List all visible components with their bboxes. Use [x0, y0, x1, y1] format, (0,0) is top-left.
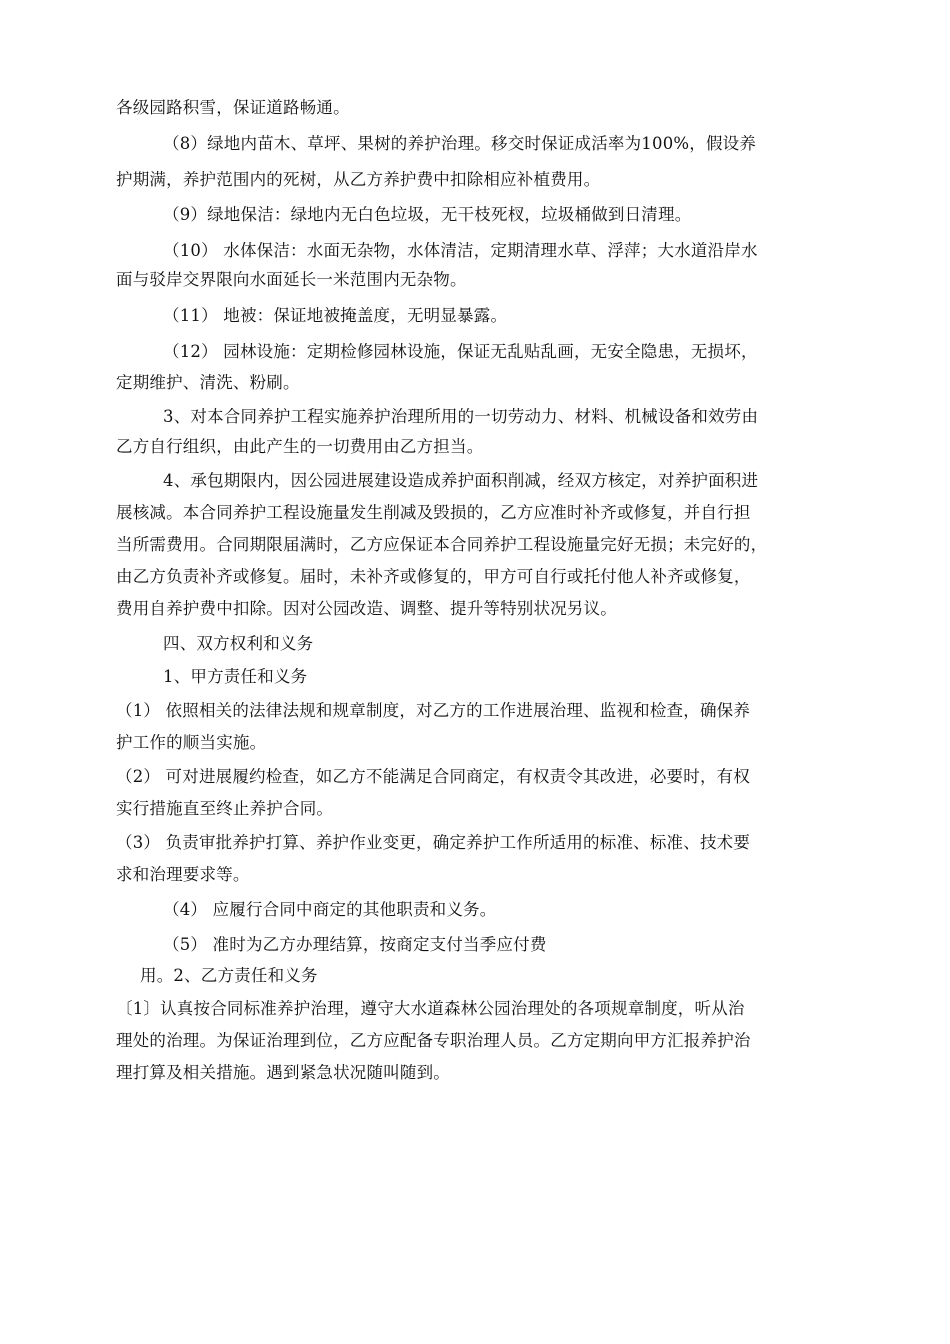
- subsection-heading: 1、甲方责任和义务: [163, 667, 308, 686]
- text-line: 理处的治理。为保证治理到位，乙方应配备专职治理人员。乙方定期向甲方汇报养护治: [116, 1031, 751, 1050]
- text-line: 护期满，养护范围内的死树，从乙方养护费中扣除相应补植费用。: [116, 170, 601, 189]
- text-line: （5） 准时为乙方办理结算，按商定支付当季应付费: [163, 935, 547, 954]
- text-line: 由乙方负责补齐或修复。届时，未补齐或修复的，甲方可自行或托付他人补齐或修复，: [116, 567, 751, 586]
- text-line: （1） 依照相关的法律法规和规章制度，对乙方的工作进展治理、监视和检查，确保养: [116, 701, 751, 720]
- text-line: （8）绿地内苗木、草坪、果树的养护治理。移交时保证成活率为100%，假设养: [163, 134, 757, 153]
- text-line: 实行措施直至终止养护合同。: [116, 799, 334, 818]
- text-line: 3、对本合同养护工程实施养护治理所用的一切劳动力、材料、机械设备和效劳由: [163, 407, 759, 426]
- text-line: （2） 可对进展履约检查，如乙方不能满足合同商定，有权责令其改进，必要时，有权: [116, 767, 751, 786]
- text-line: （9）绿地保洁：绿地内无白色垃圾，无干枝死杈，垃圾桶做到日清理。: [163, 205, 692, 224]
- text-line: （12） 园林设施：定期检修园林设施，保证无乱贴乱画，无安全隐患，无损坏，: [163, 342, 758, 361]
- text-line: （10） 水体保洁：水面无杂物，水体清洁，定期清理水草、浮萍；大水道沿岸水: [163, 241, 758, 260]
- section-heading: 四、双方权利和义务: [163, 634, 314, 653]
- text-line: 当所需费用。合同期限届满时，乙方应保证本合同养护工程设施量完好无损；未完好的，: [116, 535, 768, 554]
- text-line: 〔1〕认真按合同标准养护治理，遵守大水道森林公园治理处的各项规章制度，听从治: [116, 999, 745, 1018]
- text-line: 求和治理要求等。: [116, 865, 250, 884]
- text-line: 各级园路积雪，保证道路畅通。: [116, 98, 350, 117]
- text-line: 护工作的顺当实施。: [116, 733, 267, 752]
- text-line: 乙方自行组织，由此产生的一切费用由乙方担当。: [116, 437, 484, 456]
- text-line: 定期维护、清洗、粉刷。: [116, 373, 300, 392]
- text-line: 理打算及相关措施。遇到紧急状况随叫随到。: [116, 1063, 450, 1082]
- text-line: 面与驳岸交界限向水面延长一米范围内无杂物。: [116, 270, 467, 289]
- text-line: （4） 应履行合同中商定的其他职责和义务。: [163, 900, 497, 919]
- text-line: （3） 负责审批养护打算、养护作业变更，确定养护工作所适用的标准、标准、技术要: [116, 833, 751, 852]
- text-line: 费用自养护费中扣除。因对公园改造、调整、提升等特别状况另议。: [116, 599, 617, 618]
- text-line: （11） 地被：保证地被掩盖度，无明显暴露。: [163, 306, 508, 325]
- text-line: 展核减。本合同养护工程设施量发生削减及毁损的，乙方应准时补齐或修复，并自行担: [116, 503, 751, 522]
- text-line: 4、承包期限内，因公园进展建设造成养护面积削减，经双方核定，对养护面积进: [163, 471, 759, 490]
- text-line: 用。2、乙方责任和义务: [140, 966, 318, 985]
